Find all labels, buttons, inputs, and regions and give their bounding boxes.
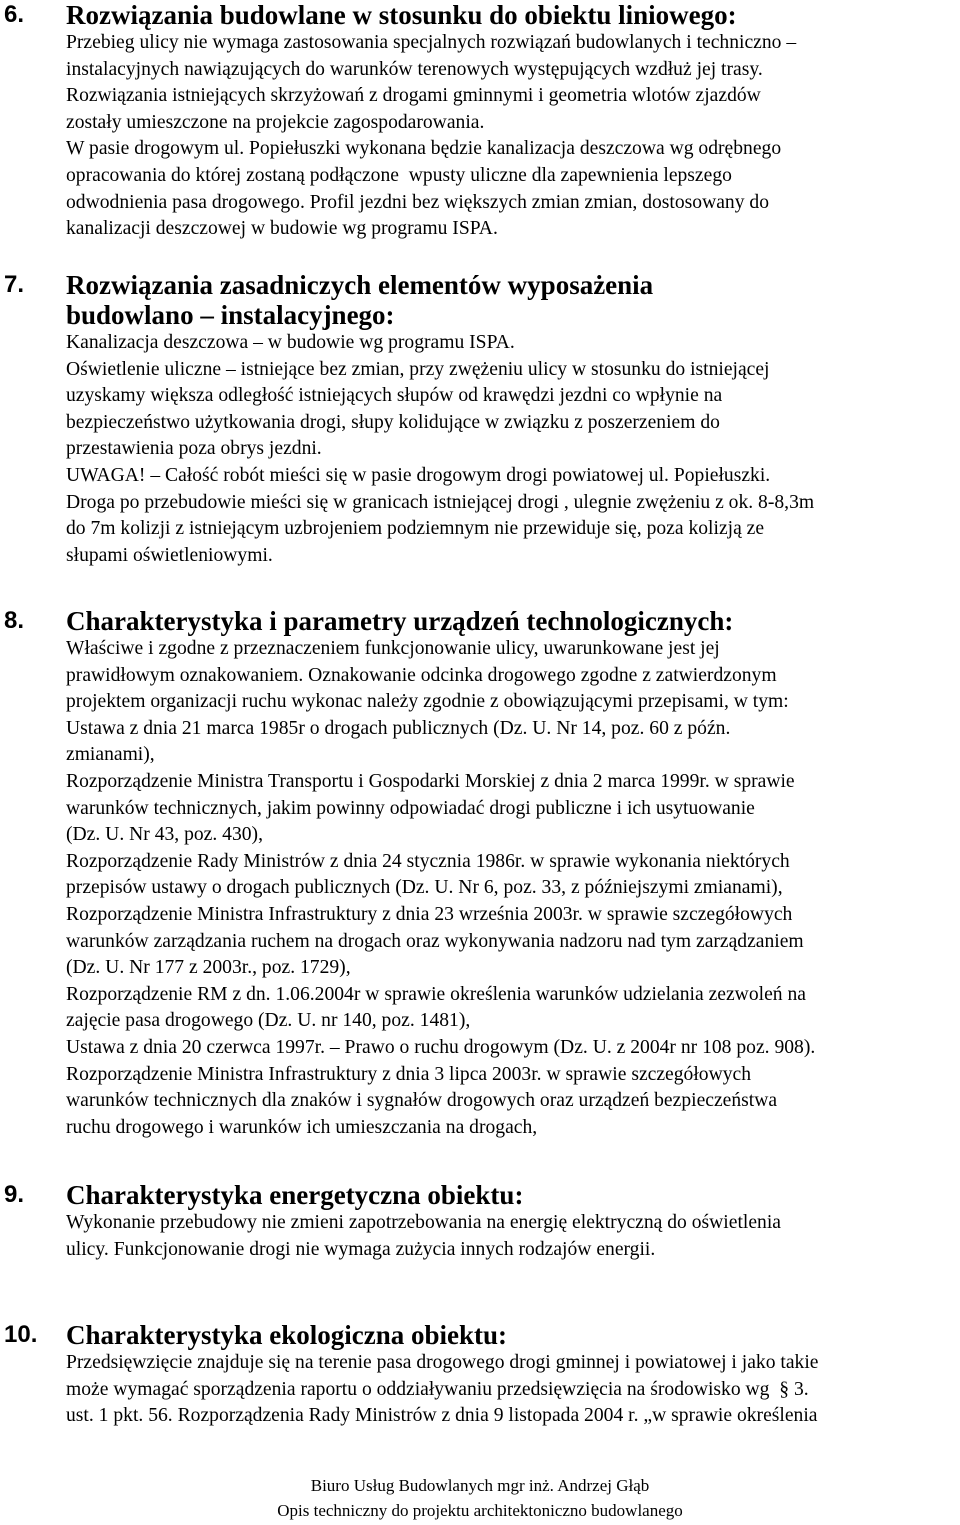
section-title: Rozwiązania budowlane w stosunku do obiektu liniowego: (66, 0, 737, 30)
text-line: przestawienia poza obrys jezdni. (66, 438, 322, 460)
section-number: 8. (4, 607, 25, 634)
text-line: Rozporządzenie Ministra Transportu i Gospodarki Morskiej z dnia 2 marca 1999r. w sprawie (66, 770, 795, 792)
text-line: Rozwiązania istniejących skrzyżowań z drogami gminnymi i geometria wlotów zjazdów (66, 85, 761, 107)
text-line: Przedsięwzięcie znajduje się na terenie pasa drogowego drogi gminnej i powiatowej i jako takie (66, 1352, 819, 1373)
text-line: do 7m kolizji z istniejącym uzbrojeniem podziemnym nie przewiduje się, poza kolizją ze (66, 518, 765, 540)
text-line: przepisów ustawy o drogach publicznych (Dz. U. Nr 6, poz. 33, z późniejszymi zmianami), (66, 877, 783, 899)
text-line: ruchu drogowego i warunków ich umieszczania na drogach, (66, 1116, 538, 1138)
section-heading (0, 0, 960, 30)
text-line: ulicy. Funkcjonowanie drogi nie wymaga zużycia innych rodzajów energii. (66, 1238, 656, 1260)
section-title-line-2: budowlano – instalacyjnego: (66, 300, 395, 330)
section-8 (0, 606, 960, 1141)
text-line: (Dz. U. Nr 43, poz. 430), (66, 824, 263, 846)
section-title: Charakterystyka i parametry urządzeń technologicznych: (66, 606, 734, 636)
section-number: 6. (4, 1, 25, 28)
text-line: ust. 1 pkt. 56. Rozporządzenia Rady Ministrów z dnia 9 listopada 2004 r. „w sprawie określenia (66, 1405, 818, 1427)
section-6 (0, 0, 960, 243)
text-line: Rozporządzenie Ministra Infrastruktury z dnia 23 września 2003r. w sprawie szczegółowych (66, 903, 793, 925)
text-line: Droga po przebudowie mieści się w granicach istniejącej drogi , ulegnie zwężeniu z ok. 8-8,3m (66, 491, 815, 513)
section-heading (0, 1180, 960, 1210)
section-body (66, 1350, 958, 1430)
text-line: Rozporządzenie Rady Ministrów z dnia 24 stycznia 1986r. w sprawie wykonania niektórych (66, 850, 790, 872)
text-line: zmianami), (66, 744, 155, 766)
text-line: Rozporządzenie Ministra Infrastruktury z dnia 3 lipca 2003r. w sprawie szczegółowych (66, 1063, 752, 1085)
text-line: bezpieczeństwo użytkowania drogi, słupy kolidujące w związku z poszerzeniem do (66, 411, 720, 433)
text-line: Rozporządzenie RM z dn. 1.06.2004r w sprawie określenia warunków udzielania zezwoleń na (66, 983, 806, 1005)
section-10 (0, 1320, 960, 1430)
section-number: 9. (4, 1181, 25, 1208)
text-line: opracowania do której zostaną podłączone wpusty uliczne dla zapewnienia lepszego (66, 164, 732, 186)
text-line: Kanalizacja deszczowa – w budowie wg programu ISPA. (66, 332, 515, 353)
section-body (66, 1210, 958, 1263)
text-line: warunków zarządzania ruchem na drogach oraz wykonywania nadzoru nad tym zarządzaniem (66, 930, 804, 952)
section-number: 7. (4, 271, 25, 298)
text-line: Wykonanie przebudowy nie zmieni zapotrzebowania na energię elektryczną do oświetlenia (66, 1212, 781, 1233)
section-body (66, 330, 958, 569)
text-line: warunków technicznych dla znaków i sygnałów drogowych oraz urządzeń bezpieczeństwa (66, 1090, 778, 1112)
text-line: Ustawa z dnia 20 czerwca 1997r. – Prawo o ruchu drogowym (Dz. U. z 2004r nr 108 poz. 908). (66, 1036, 816, 1058)
footer-line-document: Opis techniczny do projektu architektoniczno budowlanego (277, 1501, 683, 1520)
text-line: uzyskamy większa odległość istniejących słupów od krawędzi jezdni co wpłynie na (66, 385, 723, 407)
page-footer (0, 1473, 960, 1523)
text-line: instalacyjnych nawiązujących do warunków terenowych występujących wzdłuż jej trasy. (66, 58, 763, 80)
section-title: Charakterystyka energetyczna obiektu: (66, 1180, 524, 1210)
text-line: Oświetlenie uliczne – istniejące bez zmian, przy zwężeniu ulicy w stosunku do istniejącej (66, 358, 770, 380)
section-heading (0, 270, 960, 330)
section-body (66, 30, 958, 243)
section-heading (0, 606, 960, 636)
text-line: prawidłowym oznakowaniem. Oznakowanie odcinka drogowego zgodne z zatwierdzonym (66, 664, 777, 686)
text-line: słupami oświetleniowymi. (66, 544, 273, 566)
text-line: UWAGA! – Całość robót mieści się w pasie drogowym drogi powiatowej ul. Popiełuszki. (66, 464, 771, 486)
section-body (66, 636, 958, 1141)
section-title-line-1: Rozwiązania zasadniczych elementów wyposażenia (66, 270, 654, 300)
text-line: warunków technicznych, jakim powinny odpowiadać drogi publiczne i ich usytuowanie (66, 797, 755, 819)
text-line: W pasie drogowym ul. Popiełuszki wykonana będzie kanalizacja deszczowa wg odrębnego (66, 138, 782, 160)
section-9 (0, 1180, 960, 1263)
text-line: (Dz. U. Nr 177 z 2003r., poz. 1729), (66, 957, 351, 979)
text-line: może wymagać sporządzenia raportu o oddziaływaniu przedsięwzięcia na środowisko wg § 3. (66, 1378, 809, 1400)
text-line: zostały umieszczone na projekcie zagospodarowania. (66, 111, 485, 133)
text-line: projektem organizacji ruchu wykonac należy zgodnie z obowiązującymi przepisami, w tym: (66, 691, 789, 713)
text-line: zajęcie pasa drogowego (Dz. U. nr 140, poz. 1481), (66, 1010, 471, 1032)
text-line: odwodnienia pasa drogowego. Profil jezdni bez większych zmian zmian, dostosowany do (66, 191, 770, 213)
text-line: Przebieg ulicy nie wymaga zastosowania specjalnych rozwiązań budowlanych i techniczno – (66, 32, 797, 53)
text-line: Ustawa z dnia 21 marca 1985r o drogach publicznych (Dz. U. Nr 14, poz. 60 z późn. (66, 717, 731, 739)
footer-line-office: Biuro Usług Budowlanych mgr inż. Andrzej Głąb (310, 1476, 650, 1495)
section-heading (0, 1320, 960, 1350)
section-number: 10. (4, 1321, 38, 1348)
text-line: Właściwe i zgodne z przeznaczeniem funkcjonowanie ulicy, uwarunkowane jest jej (66, 638, 720, 659)
section-7 (0, 270, 960, 569)
text-line: kanalizacji deszczowej w budowie wg programu ISPA. (66, 218, 498, 240)
section-title: Charakterystyka ekologiczna obiektu: (66, 1320, 507, 1350)
